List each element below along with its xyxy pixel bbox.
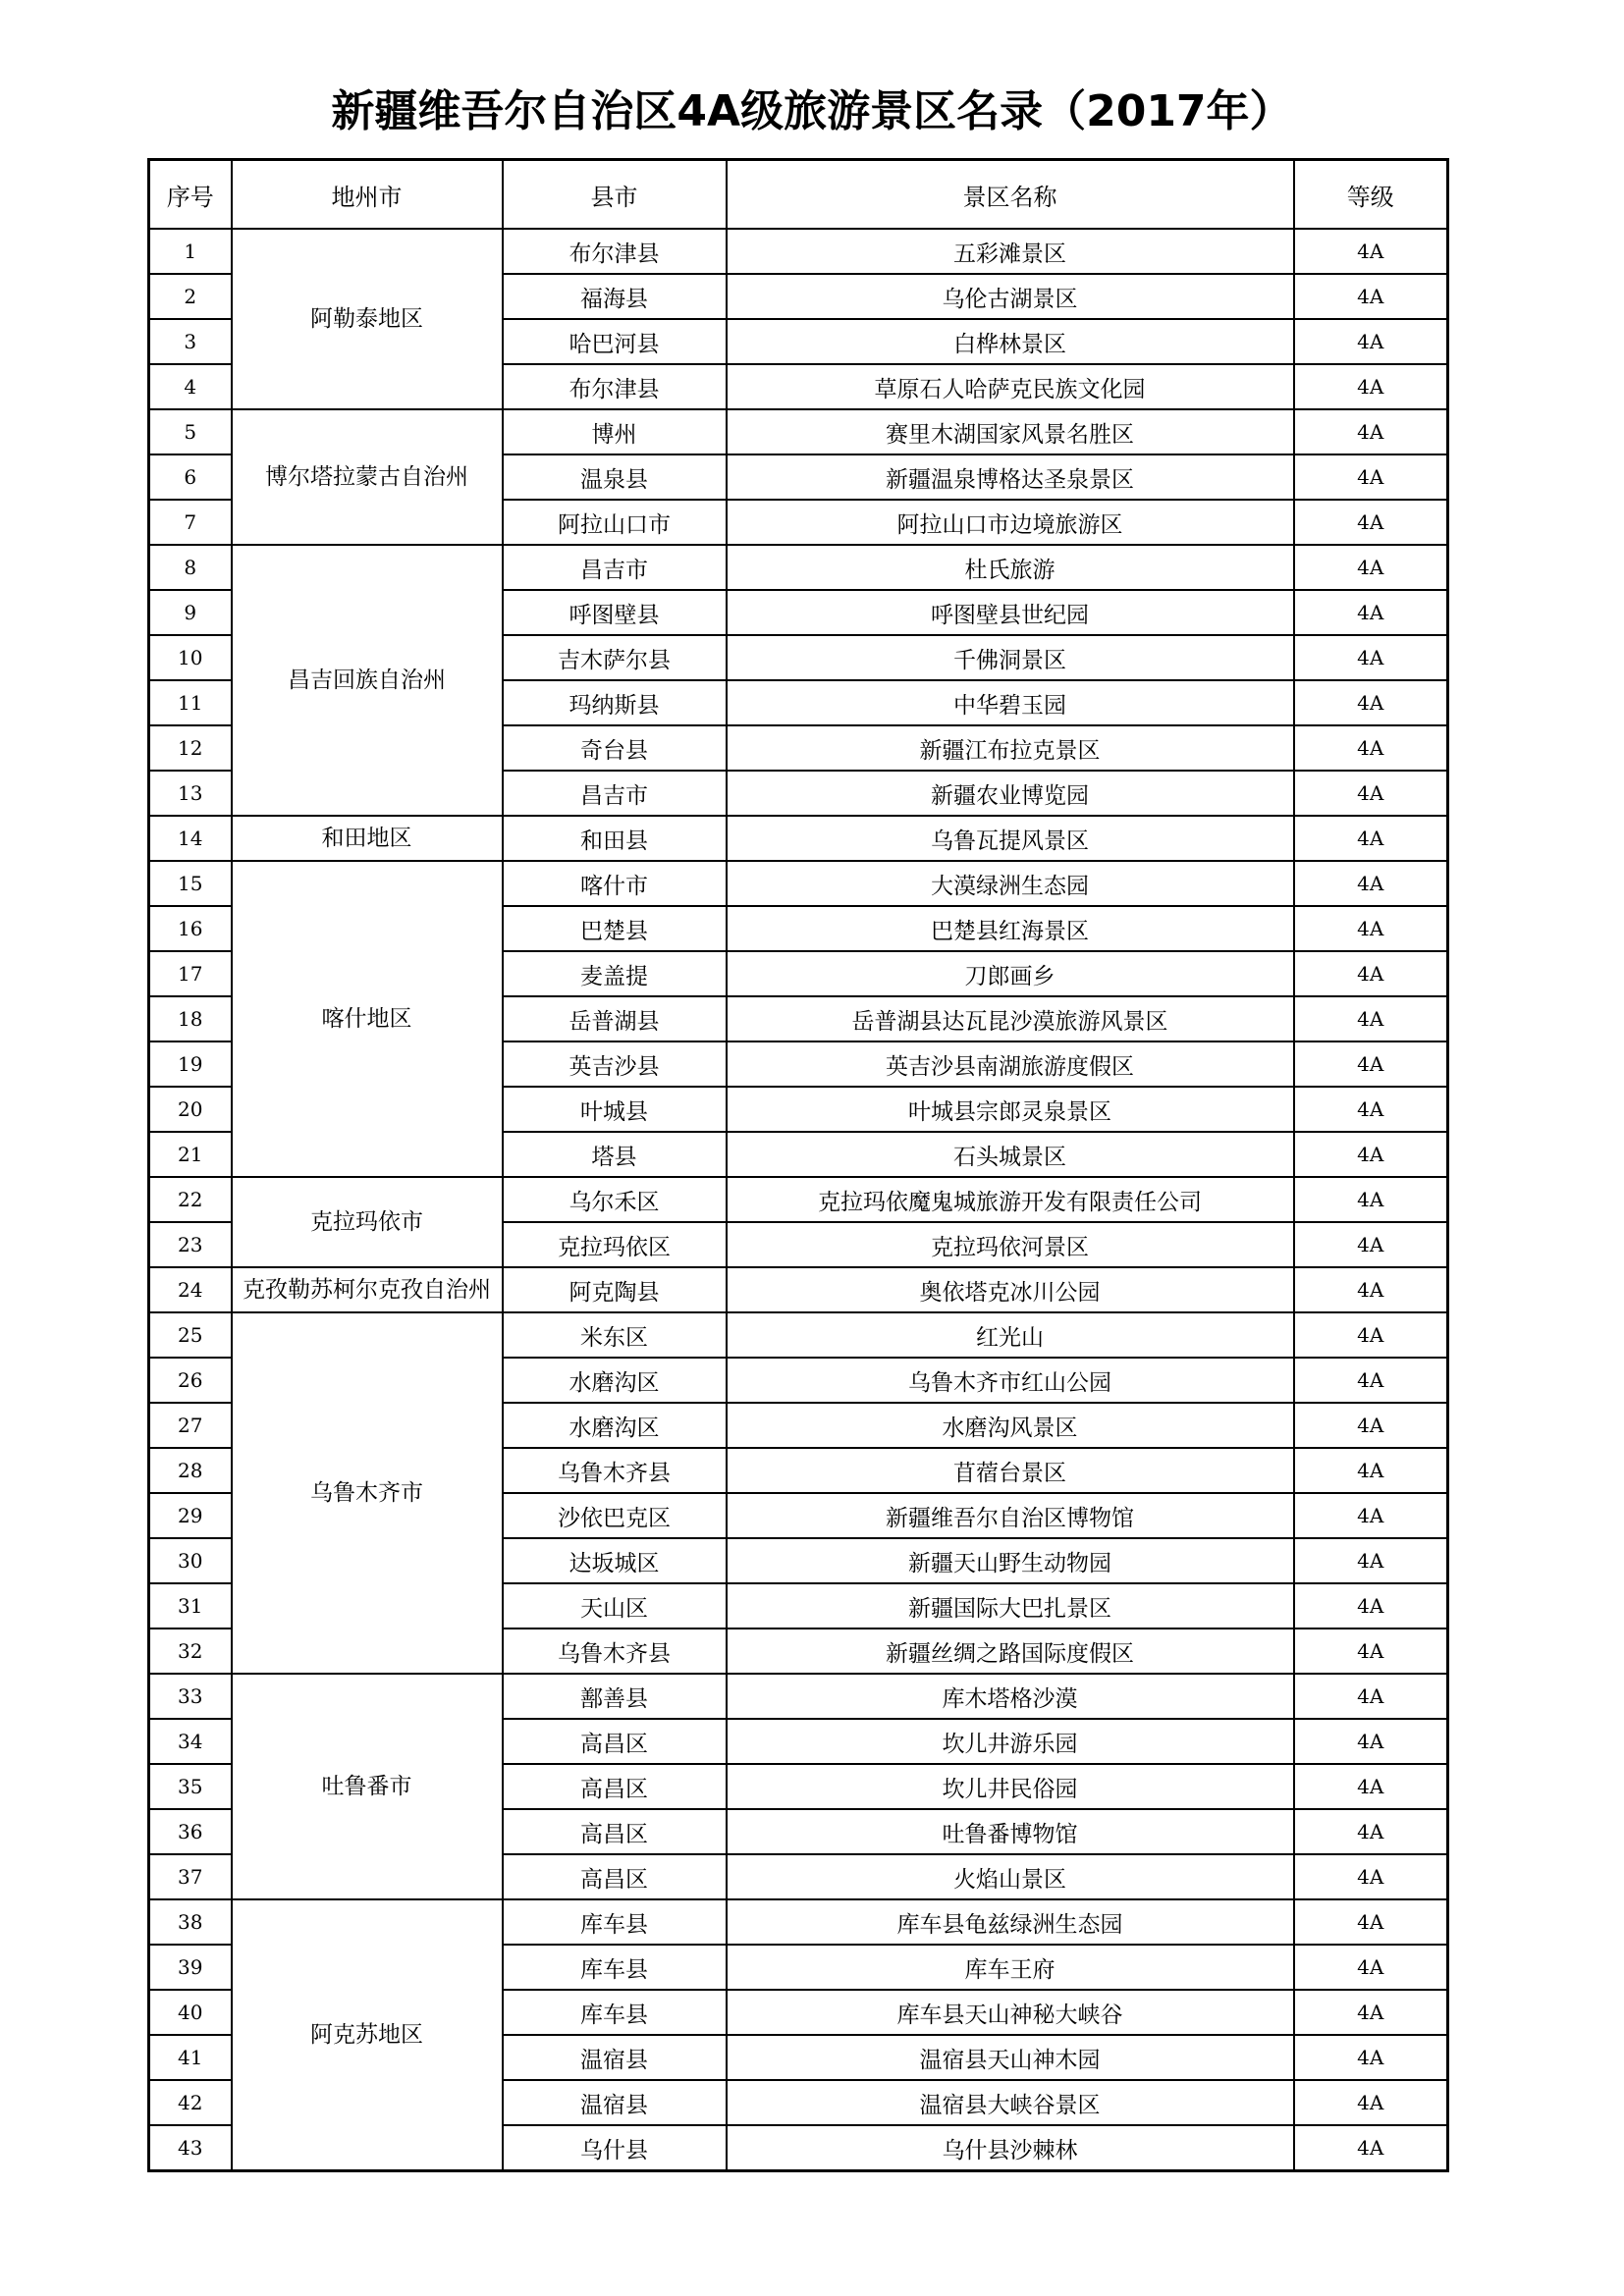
serial-number-cell: 34 [149,1719,232,1764]
serial-number-cell: 42 [149,2080,232,2125]
county-cell: 塔县 [503,1132,727,1177]
grade-cell: 4A [1294,500,1448,545]
scenic-area-name-cell: 乌伦古湖景区 [727,274,1294,319]
serial-number-cell: 9 [149,590,232,635]
header-scenic-area-name: 景区名称 [727,160,1294,230]
county-cell: 哈巴河县 [503,319,727,364]
document-title: 新疆维吾尔自治区4A级旅游景区名录（2017年） [331,86,1293,137]
county-cell: 高昌区 [503,1809,727,1854]
scenic-area-name-cell: 新疆国际大巴扎景区 [727,1583,1294,1629]
grade-cell: 4A [1294,1990,1448,2035]
scenic-area-name-cell: 库车县龟兹绿洲生态园 [727,1899,1294,1945]
county-cell: 阿克陶县 [503,1267,727,1312]
grade-cell: 4A [1294,1087,1448,1132]
county-cell: 温宿县 [503,2080,727,2125]
table-row [149,1674,1448,1719]
county-cell: 和田县 [503,816,727,861]
table-row [149,861,1448,906]
scenic-area-name-cell: 乌鲁木齐市红山公园 [727,1358,1294,1403]
county-cell: 英吉沙县 [503,1041,727,1087]
scenic-area-name-cell: 坎儿井游乐园 [727,1719,1294,1764]
serial-number-cell: 15 [149,861,232,906]
table-body [149,229,1448,2171]
serial-number-cell: 2 [149,274,232,319]
grade-cell: 4A [1294,816,1448,861]
grade-cell: 4A [1294,1854,1448,1899]
serial-number-cell: 10 [149,635,232,680]
scenic-area-name-cell: 石头城景区 [727,1132,1294,1177]
grade-cell: 4A [1294,2125,1448,2171]
header-grade: 等级 [1294,160,1448,230]
serial-number-cell: 12 [149,725,232,771]
county-cell: 巴楚县 [503,906,727,951]
scenic-area-name-cell: 克拉玛依魔鬼城旅游开发有限责任公司 [727,1177,1294,1222]
scenic-area-name-cell: 草原石人哈萨克民族文化园 [727,364,1294,409]
serial-number-cell: 19 [149,1041,232,1087]
serial-number-cell: 23 [149,1222,232,1267]
serial-number-cell: 26 [149,1358,232,1403]
county-cell: 温泉县 [503,454,727,500]
grade-cell: 4A [1294,725,1448,771]
grade-cell: 4A [1294,454,1448,500]
scenic-area-name-cell: 中华碧玉园 [727,680,1294,725]
serial-number-cell: 30 [149,1538,232,1583]
table-row [149,1267,1448,1312]
grade-cell: 4A [1294,545,1448,590]
serial-number-cell: 1 [149,229,232,274]
prefecture-cell: 博尔塔拉蒙古自治州 [232,409,503,545]
prefecture-cell: 乌鲁木齐市 [232,1312,503,1674]
prefecture-cell: 克孜勒苏柯尔克孜自治州 [232,1267,503,1312]
serial-number-cell: 38 [149,1899,232,1945]
grade-cell: 4A [1294,1403,1448,1448]
grade-cell: 4A [1294,1267,1448,1312]
scenic-area-name-cell: 呼图壁县世纪园 [727,590,1294,635]
prefecture-cell: 和田地区 [232,816,503,861]
grade-cell: 4A [1294,2035,1448,2080]
serial-number-cell: 17 [149,951,232,996]
county-cell: 库车县 [503,1945,727,1990]
table-row [149,545,1448,590]
scenic-area-name-cell: 新疆天山野生动物园 [727,1538,1294,1583]
serial-number-cell: 33 [149,1674,232,1719]
grade-cell: 4A [1294,861,1448,906]
scenic-area-name-cell: 白桦林景区 [727,319,1294,364]
county-cell: 天山区 [503,1583,727,1629]
serial-number-cell: 21 [149,1132,232,1177]
grade-cell: 4A [1294,319,1448,364]
table-row [149,409,1448,454]
county-cell: 乌鲁木齐县 [503,1629,727,1674]
serial-number-cell: 39 [149,1945,232,1990]
county-cell: 高昌区 [503,1854,727,1899]
serial-number-cell: 40 [149,1990,232,2035]
serial-number-cell: 31 [149,1583,232,1629]
scenic-area-name-cell: 乌鲁瓦提风景区 [727,816,1294,861]
county-cell: 阿拉山口市 [503,500,727,545]
scenic-area-name-cell: 刀郎画乡 [727,951,1294,996]
county-cell: 沙依巴克区 [503,1493,727,1538]
grade-cell: 4A [1294,1945,1448,1990]
grade-cell: 4A [1294,1629,1448,1674]
scenic-area-name-cell: 新疆农业博览园 [727,771,1294,816]
serial-number-cell: 8 [149,545,232,590]
scenic-area-name-cell: 杜氏旅游 [727,545,1294,590]
county-cell: 米东区 [503,1312,727,1358]
scenic-area-name-cell: 红光山 [727,1312,1294,1358]
serial-number-cell: 11 [149,680,232,725]
scenic-area-name-cell: 五彩滩景区 [727,229,1294,274]
county-cell: 库车县 [503,1899,727,1945]
grade-cell: 4A [1294,1899,1448,1945]
prefecture-cell: 阿克苏地区 [232,1899,503,2171]
county-cell: 乌什县 [503,2125,727,2171]
grade-cell: 4A [1294,1674,1448,1719]
scenic-area-name-cell: 新疆温泉博格达圣泉景区 [727,454,1294,500]
table-row [149,1899,1448,1945]
scenic-area-name-cell: 新疆江布拉克景区 [727,725,1294,771]
scenic-area-name-cell: 千佛洞景区 [727,635,1294,680]
serial-number-cell: 18 [149,996,232,1041]
grade-cell: 4A [1294,1041,1448,1087]
grade-cell: 4A [1294,1538,1448,1583]
scenic-area-name-cell: 库车王府 [727,1945,1294,1990]
grade-cell: 4A [1294,1583,1448,1629]
serial-number-cell: 5 [149,409,232,454]
county-cell: 高昌区 [503,1719,727,1764]
grade-cell: 4A [1294,680,1448,725]
table-row [149,1177,1448,1222]
county-cell: 高昌区 [503,1764,727,1809]
county-cell: 岳普湖县 [503,996,727,1041]
county-cell: 水磨沟区 [503,1403,727,1448]
grade-cell: 4A [1294,1312,1448,1358]
serial-number-cell: 27 [149,1403,232,1448]
serial-number-cell: 29 [149,1493,232,1538]
grade-cell: 4A [1294,996,1448,1041]
serial-number-cell: 37 [149,1854,232,1899]
grade-cell: 4A [1294,771,1448,816]
county-cell: 布尔津县 [503,364,727,409]
scenic-area-name-cell: 英吉沙县南湖旅游度假区 [727,1041,1294,1087]
scenic-area-name-cell: 新疆维吾尔自治区博物馆 [727,1493,1294,1538]
serial-number-cell: 28 [149,1448,232,1493]
grade-cell: 4A [1294,1132,1448,1177]
grade-cell: 4A [1294,1809,1448,1854]
table-row [149,229,1448,274]
serial-number-cell: 41 [149,2035,232,2080]
prefecture-cell: 吐鲁番市 [232,1674,503,1899]
county-cell: 玛纳斯县 [503,680,727,725]
serial-number-cell: 35 [149,1764,232,1809]
grade-cell: 4A [1294,906,1448,951]
scenic-area-name-cell: 克拉玛依河景区 [727,1222,1294,1267]
county-cell: 呼图壁县 [503,590,727,635]
county-cell: 水磨沟区 [503,1358,727,1403]
scenic-area-name-cell: 巴楚县红海景区 [727,906,1294,951]
county-cell: 库车县 [503,1990,727,2035]
county-cell: 达坂城区 [503,1538,727,1583]
county-cell: 叶城县 [503,1087,727,1132]
county-cell: 乌鲁木齐县 [503,1448,727,1493]
scenic-area-name-cell: 库木塔格沙漠 [727,1674,1294,1719]
serial-number-cell: 7 [149,500,232,545]
scenic-area-name-cell: 火焰山景区 [727,1854,1294,1899]
grade-cell: 4A [1294,1358,1448,1403]
grade-cell: 4A [1294,1177,1448,1222]
county-cell: 乌尔禾区 [503,1177,727,1222]
scenic-area-name-cell: 苜蓿台景区 [727,1448,1294,1493]
grade-cell: 4A [1294,951,1448,996]
scenic-area-table-container [147,158,1446,2172]
serial-number-cell: 25 [149,1312,232,1358]
county-cell: 麦盖提 [503,951,727,996]
grade-cell: 4A [1294,1448,1448,1493]
grade-cell: 4A [1294,409,1448,454]
scenic-area-name-cell: 阿拉山口市边境旅游区 [727,500,1294,545]
scenic-area-table [147,158,1449,2172]
county-cell: 克拉玛依区 [503,1222,727,1267]
scenic-area-name-cell: 温宿县天山神木园 [727,2035,1294,2080]
scenic-area-name-cell: 叶城县宗郎灵泉景区 [727,1087,1294,1132]
scenic-area-name-cell: 新疆丝绸之路国际度假区 [727,1629,1294,1674]
grade-cell: 4A [1294,1764,1448,1809]
county-cell: 布尔津县 [503,229,727,274]
scenic-area-name-cell: 吐鲁番博物馆 [727,1809,1294,1854]
county-cell: 福海县 [503,274,727,319]
serial-number-cell: 36 [149,1809,232,1854]
grade-cell: 4A [1294,274,1448,319]
prefecture-cell: 昌吉回族自治州 [232,545,503,816]
grade-cell: 4A [1294,635,1448,680]
grade-cell: 4A [1294,364,1448,409]
prefecture-cell: 克拉玛依市 [232,1177,503,1267]
serial-number-cell: 6 [149,454,232,500]
county-cell: 昌吉市 [503,545,727,590]
scenic-area-name-cell: 乌什县沙棘林 [727,2125,1294,2171]
serial-number-cell: 14 [149,816,232,861]
grade-cell: 4A [1294,2080,1448,2125]
scenic-area-name-cell: 水磨沟风景区 [727,1403,1294,1448]
county-cell: 喀什市 [503,861,727,906]
grade-cell: 4A [1294,1719,1448,1764]
serial-number-cell: 4 [149,364,232,409]
serial-number-cell: 43 [149,2125,232,2171]
header-prefecture: 地州市 [232,160,503,230]
scenic-area-name-cell: 赛里木湖国家风景名胜区 [727,409,1294,454]
serial-number-cell: 16 [149,906,232,951]
prefecture-cell: 阿勒泰地区 [232,229,503,409]
scenic-area-name-cell: 温宿县大峡谷景区 [727,2080,1294,2125]
scenic-area-name-cell: 岳普湖县达瓦昆沙漠旅游风景区 [727,996,1294,1041]
serial-number-cell: 13 [149,771,232,816]
scenic-area-name-cell: 库车县天山神秘大峡谷 [727,1990,1294,2035]
table-header-row [149,160,1448,230]
header-county: 县市 [503,160,727,230]
county-cell: 奇台县 [503,725,727,771]
county-cell: 鄯善县 [503,1674,727,1719]
grade-cell: 4A [1294,1493,1448,1538]
serial-number-cell: 22 [149,1177,232,1222]
county-cell: 博州 [503,409,727,454]
county-cell: 吉木萨尔县 [503,635,727,680]
table-row [149,816,1448,861]
county-cell: 温宿县 [503,2035,727,2080]
scenic-area-name-cell: 奥依塔克冰川公园 [727,1267,1294,1312]
serial-number-cell: 20 [149,1087,232,1132]
grade-cell: 4A [1294,229,1448,274]
serial-number-cell: 3 [149,319,232,364]
prefecture-cell: 喀什地区 [232,861,503,1177]
serial-number-cell: 24 [149,1267,232,1312]
scenic-area-name-cell: 大漠绿洲生态园 [727,861,1294,906]
county-cell: 昌吉市 [503,771,727,816]
serial-number-cell: 32 [149,1629,232,1674]
grade-cell: 4A [1294,1222,1448,1267]
grade-cell: 4A [1294,590,1448,635]
header-serial-number: 序号 [149,160,232,230]
table-row [149,1312,1448,1358]
scenic-area-name-cell: 坎儿井民俗园 [727,1764,1294,1809]
